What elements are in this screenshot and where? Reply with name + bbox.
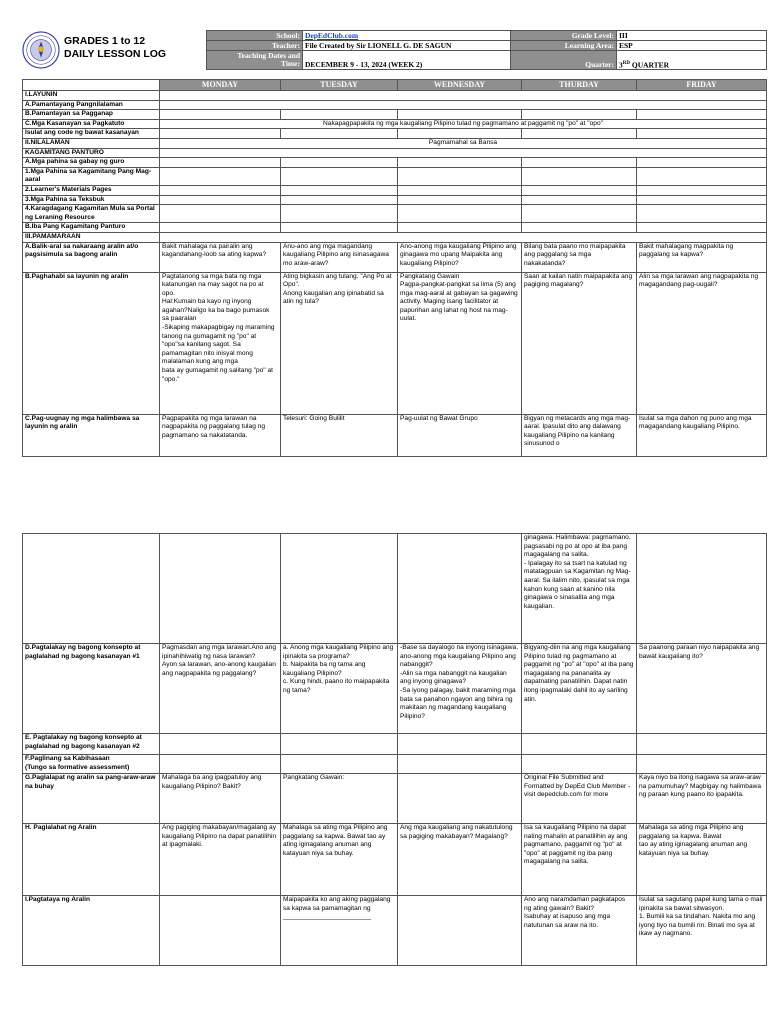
row-label-balik: A.Balik-aral sa nakaraang aralin at/o pagsisimula sa bagong aralin (23, 242, 160, 272)
balik-friday: Bakit mahalagang magpakita ng paggalang sa kapwa? (637, 242, 767, 272)
pag-uugnay-thursday: Bigyan ng metacards ang mga mag-aaral. Ipasulat dito ang dalawang kaugaliang Pilipino na kanilang sinusunod o (522, 414, 637, 456)
table-row (23, 734, 767, 755)
school-label: School: (207, 31, 303, 41)
pag-uugnay-tuesday: Telesuri: Going Bulilit (281, 414, 398, 456)
row-label-paglalahat: H. Paglalahat ng Aralin (23, 824, 160, 896)
table-row (23, 755, 767, 774)
table-row (23, 129, 767, 139)
title-line-2: DAILY LESSON LOG (64, 48, 167, 60)
table-row (23, 242, 767, 272)
paglalapat-wednesday (398, 774, 522, 824)
table-row (23, 148, 767, 158)
paglalapat-tuesday: Pangkatang Gawain: (281, 774, 398, 824)
pagtalakay1-wednesday: -Base sa dayalogo na inyong isinagawa, ano-anong mga kaugaliang Pilipino ang nabanggit? -Alin sa mga nabanggit na kaugalian ang inyong ginagawa? -Sa iyong palagay, bakit maraming mga bata sa panahon ngayon ang bihira ng makitaan ng magandang kaugaliang Pilipino? (398, 644, 522, 734)
paglalapat-friday: Kaya niyo ba itong isagawa sa araw-araw na pamumuhay? Magbigay ng halimbawa ng paraan kung paano ito ipapakita. (637, 774, 767, 824)
deped-seal-icon (22, 31, 60, 69)
pagtalakay1-friday: Sa paanong paraan niyo naipapakita ang bawat kaugaliang ito? (637, 644, 767, 734)
day-friday: FRIDAY (637, 80, 767, 91)
paglalapat-monday: Mahalaga ba ang ipagpatuloy ang kaugaliang Pilipino? Bakit? (160, 774, 281, 824)
info-table (206, 30, 767, 70)
paghahabi-monday: Pagtatanong sa mga bata ng mga katanungan na may sagot na po at opo. Hal:Kumain ba kayo ng inyong agahan?Naligo ka ba bago pumasok sa paaralan -Sikaping makapagbigay ng maraming tanong na gumagamit ng "po" at "opo"sa kanilang sagot. Sa pamamagitan nito inisyal mong malalaman kung ang mga bata ay gumagamit ng salitang "po" at "opo." (160, 272, 281, 414)
paglalahat-thursday: Isa sa kaugaliang Pilipino na dapat nating mahalin at panatilihin ay ang pagmamano, paggamit ng "po" at "opo" at paggamit ng iba pang magagalang na salita. (522, 824, 637, 896)
row-label-pagtalakay-1: D.Pagtalakay ng bagong konsepto at paglalahad ng bagong kasanayan #1 (23, 644, 160, 734)
dates-value: DECEMBER 9 - 13, 2024 (WEEK 2) (303, 51, 511, 70)
row-label-kagamitan: KAGAMITANG PANTURO (23, 148, 160, 158)
pag-uugnay-thursday-continued: ginagawa. Halimbawa: pagmamano, pagsasabi ng po at opo at iba pang magagalang na salita. - Ipalagay ito sa tsart na katulad ng matatagpuan sa Kagamitan ng Mag- aaral. Sa ilalim nito, ipasulat sa mga kahon kung saan at kanino nila ginagawa o sinasalita ang mga kaugalian. (522, 534, 637, 644)
area-label: Learning Area: (511, 41, 617, 51)
row-label-pagtataya: I.Pagtataya ng Aralin (23, 896, 160, 966)
row-label-gabay: A.Mga pahina sa gabay ng guro (23, 158, 160, 168)
pag-uugnay-wednesday: Pag-uulat ng Bawat Grupo (398, 414, 522, 456)
row-label-pamamaraan: III.PAMAMARAAN (23, 232, 160, 242)
area-value: ESP (617, 41, 767, 51)
balik-monday: Bakit mahalaga na pairalin ang kagandahang-loob sa ating kapwa? (160, 242, 281, 272)
day-tuesday: TUESDAY (281, 80, 398, 91)
table-row (23, 824, 767, 896)
paglalahat-tuesday: Mahalaga sa ating mga Pilipino ang paggalang sa kapwa. Bawat tao ay ating iginagalang anuman ang katayuan niya sa buhay. (281, 824, 398, 896)
table-row (23, 195, 767, 205)
table-row (23, 119, 767, 129)
table-row (23, 644, 767, 734)
pagtataya-friday: Isulat sa sagutang papel kung tama o mali ipinakita sa bawat sitwasyon. 1. Bumili ka sa tindahan. Nakita mo ang iyong tiyo na bumili rin. Binati mo sya at ikaw ay nagmano. (637, 896, 767, 966)
table-row (23, 774, 767, 824)
grade-label: Grade Level: (511, 31, 617, 41)
teacher-value: File Created by Sir LIONELL G. DE SAGUN (303, 41, 511, 51)
paglalapat-thursday: Original File Submitted and Formatted by DepEd Club Member - visit depedclub.com for more (522, 774, 637, 824)
row-label-kasanayan: C.Mga Kasanayan sa Pagkatuto (23, 119, 160, 129)
school-link[interactable]: DepEdClub.com (305, 31, 359, 40)
page-title (64, 35, 166, 61)
dates-label: Teaching Dates and Time: (207, 51, 303, 70)
row-label-paghahabi: B.Paghahabi sa layunin ng aralin (23, 272, 160, 414)
pagtataya-wednesday (398, 896, 522, 966)
paghahabi-tuesday: Ating bigkasin ang tulang. "Ang Po at Opo". Anong kaugalian ang ipinabatid sa atin ng tula? (281, 272, 398, 414)
lesson-table-page-1 (22, 79, 767, 457)
grade-value: III (617, 31, 767, 41)
table-row (23, 185, 767, 195)
table-row (23, 100, 767, 110)
table-row (23, 110, 767, 120)
row-label-pagtalakay-2: E. Pagtalakay ng bagong konsepto at paglalahad ng bagong kasanayan #2 (23, 734, 160, 755)
table-row (23, 158, 767, 168)
table-row (23, 91, 767, 101)
lesson-log-header (22, 30, 766, 72)
table-row (23, 534, 767, 644)
balik-wednesday: Ano-anong mga kaugaliang Pilipino ang ginagawa mo upang Maipakita ang kaugaliang Pilipino? (398, 242, 522, 272)
table-row (23, 223, 767, 233)
pagtataya-tuesday: Maipapakita ko ang aking paggalang sa kapwa sa pamamagitan ng ________________________ (281, 896, 398, 966)
balik-tuesday: Anu-ano ang mga magandang kaugaliang Pilipino ang isinasagawa mo araw-araw? (281, 242, 398, 272)
row-label-nilalaman: II.NILALAMAN (23, 138, 160, 148)
paghahabi-thursday: Saan at kailan natin maipapakita ang pagiging magalang? (522, 272, 637, 414)
day-thursday: THURDAY (522, 80, 637, 91)
table-row (23, 272, 767, 414)
row-label-pahina: 1.Mga Pahina sa Kagamitang Pang Mag-aaral (23, 167, 160, 185)
row-label-isulat: Isulat ang code ng bawat kasanayan (23, 129, 160, 139)
teacher-label: Teacher: (207, 41, 303, 51)
row-label-teksbuk: 3.Mga Pahina sa Teksbuk (23, 195, 160, 205)
quarter-value: 3RD QUARTER (617, 51, 767, 70)
pag-uugnay-monday: Pagpapakita ng mga larawan na nagpapakita ng paggalang tulag ng pagmamano sa nakatatanda. (160, 414, 281, 456)
row-label-kabihasaan: F.Paglinang sa Kabihasaan (Tungo sa formative assessment) (23, 755, 160, 774)
lesson-table-page-2 (22, 533, 767, 966)
pagtalakay1-thursday: Bigyang-diin na ang mga kaugaliang Pilipino tulad ng pagmamano at paggamit ng "po" at "opo" at iba pang magagalang na pananalita ay dapatnating panatilihin. Dapat natin itong ipagmalaki dahil ito ay sariling atin. (522, 644, 637, 734)
paglalahat-monday: Ang pagiging makabayan/magalang ay kaugaliang Pilipino na dapat panatilihin at ipagmalaki. (160, 824, 281, 896)
day-header-row (23, 80, 767, 91)
row-label-iba: B.Iba Pang Kagamitang Panturo (23, 223, 160, 233)
row-label-lm: 2.Learner's Materials Pages (23, 185, 160, 195)
row-label-layunin: I.LAYUNIN (23, 91, 160, 101)
day-wednesday: WEDNESDAY (398, 80, 522, 91)
pag-uugnay-friday: Isulat sa mga dahon ng puno ang mga magagandang kaugaliang Pilipino. (637, 414, 767, 456)
table-row (23, 205, 767, 223)
row-label-pag-uugnay: C.Pag-uugnay ng mga halimbawa sa layunin ng aralin (23, 414, 160, 456)
table-row (23, 896, 767, 966)
balik-thursday: Bilang bata paano mo maipapakita ang paggalang sa mga nakakatanda? (522, 242, 637, 272)
paglalahat-friday: Mahalaga sa ating mga Pilipino ang paggalang sa kapwa. Bawat tao ay ating iginagalang anuman ang katayuan niya sa buhay. (637, 824, 767, 896)
row-label-pangnilalaman: A.Pamantayang Pangnilalaman (23, 100, 160, 110)
paghahabi-wednesday: Pangkatang Gawain Pagpa-pangkat-pangkat sa lima (5) ang mga mag-aaral at gabayan sa gagawing activity. Maging isang facilitator at papurihan ang lahat ng host na mag-uulat. (398, 272, 522, 414)
pagtalakay1-monday: Pagmasdan ang mga larawan.Ano ang ipinahihiwatig ng nasa larawan? Ayon sa larawan, ano-anong kaugalian ang nagpapakita ng paggalang? (160, 644, 281, 734)
paghahabi-friday: Alin sa mga larawan ang nagpapakita ng magagandang pag-uugali? (637, 272, 767, 414)
quarter-label: Quarter: (511, 51, 617, 70)
row-label-karagdagang: 4.Karagdagang Kagamitan Mula sa Portal ng Leraning Resource (23, 205, 160, 223)
nilalaman-text: Pagmamahal sa Bansa (160, 138, 767, 148)
paglalahat-wednesday: Ang mga kaugaliang ang nakatutulong sa pagiging makabayan? Magalang? (398, 824, 522, 896)
table-row (23, 138, 767, 148)
table-row (23, 167, 767, 185)
title-line-1: GRADES 1 to 12 (64, 35, 146, 47)
table-row (23, 414, 767, 456)
table-row (23, 232, 767, 242)
row-label-pagganap: B.Pamantayan sa Pagganap (23, 110, 160, 120)
row-label-paglalapat: G.Paglalapat ng aralin sa pang-araw-araw na buhay (23, 774, 160, 824)
pagtataya-thursday: Ano ang naramdaman pagkatapos ng ating gawain? Bakit? Isabuhay at isapuso ang mga natutunan sa araw na ito. (522, 896, 637, 966)
kasanayan-text: Nakapagpapakita ng mga kaugaliang Pilipino tulad ng pagmamano at paggamit ng "po" at "opo" (160, 119, 767, 129)
day-monday: MONDAY (160, 80, 281, 91)
pagtalakay1-tuesday: a. Anong mga kaugaliang Pilipino ang ipinakita sa programa? b. Naipakita ba ng tama ang kaugaliang Pilipino? c. Kung hindi, paano ito maipapakita ng tama? (281, 644, 398, 734)
pagtataya-monday (160, 896, 281, 966)
